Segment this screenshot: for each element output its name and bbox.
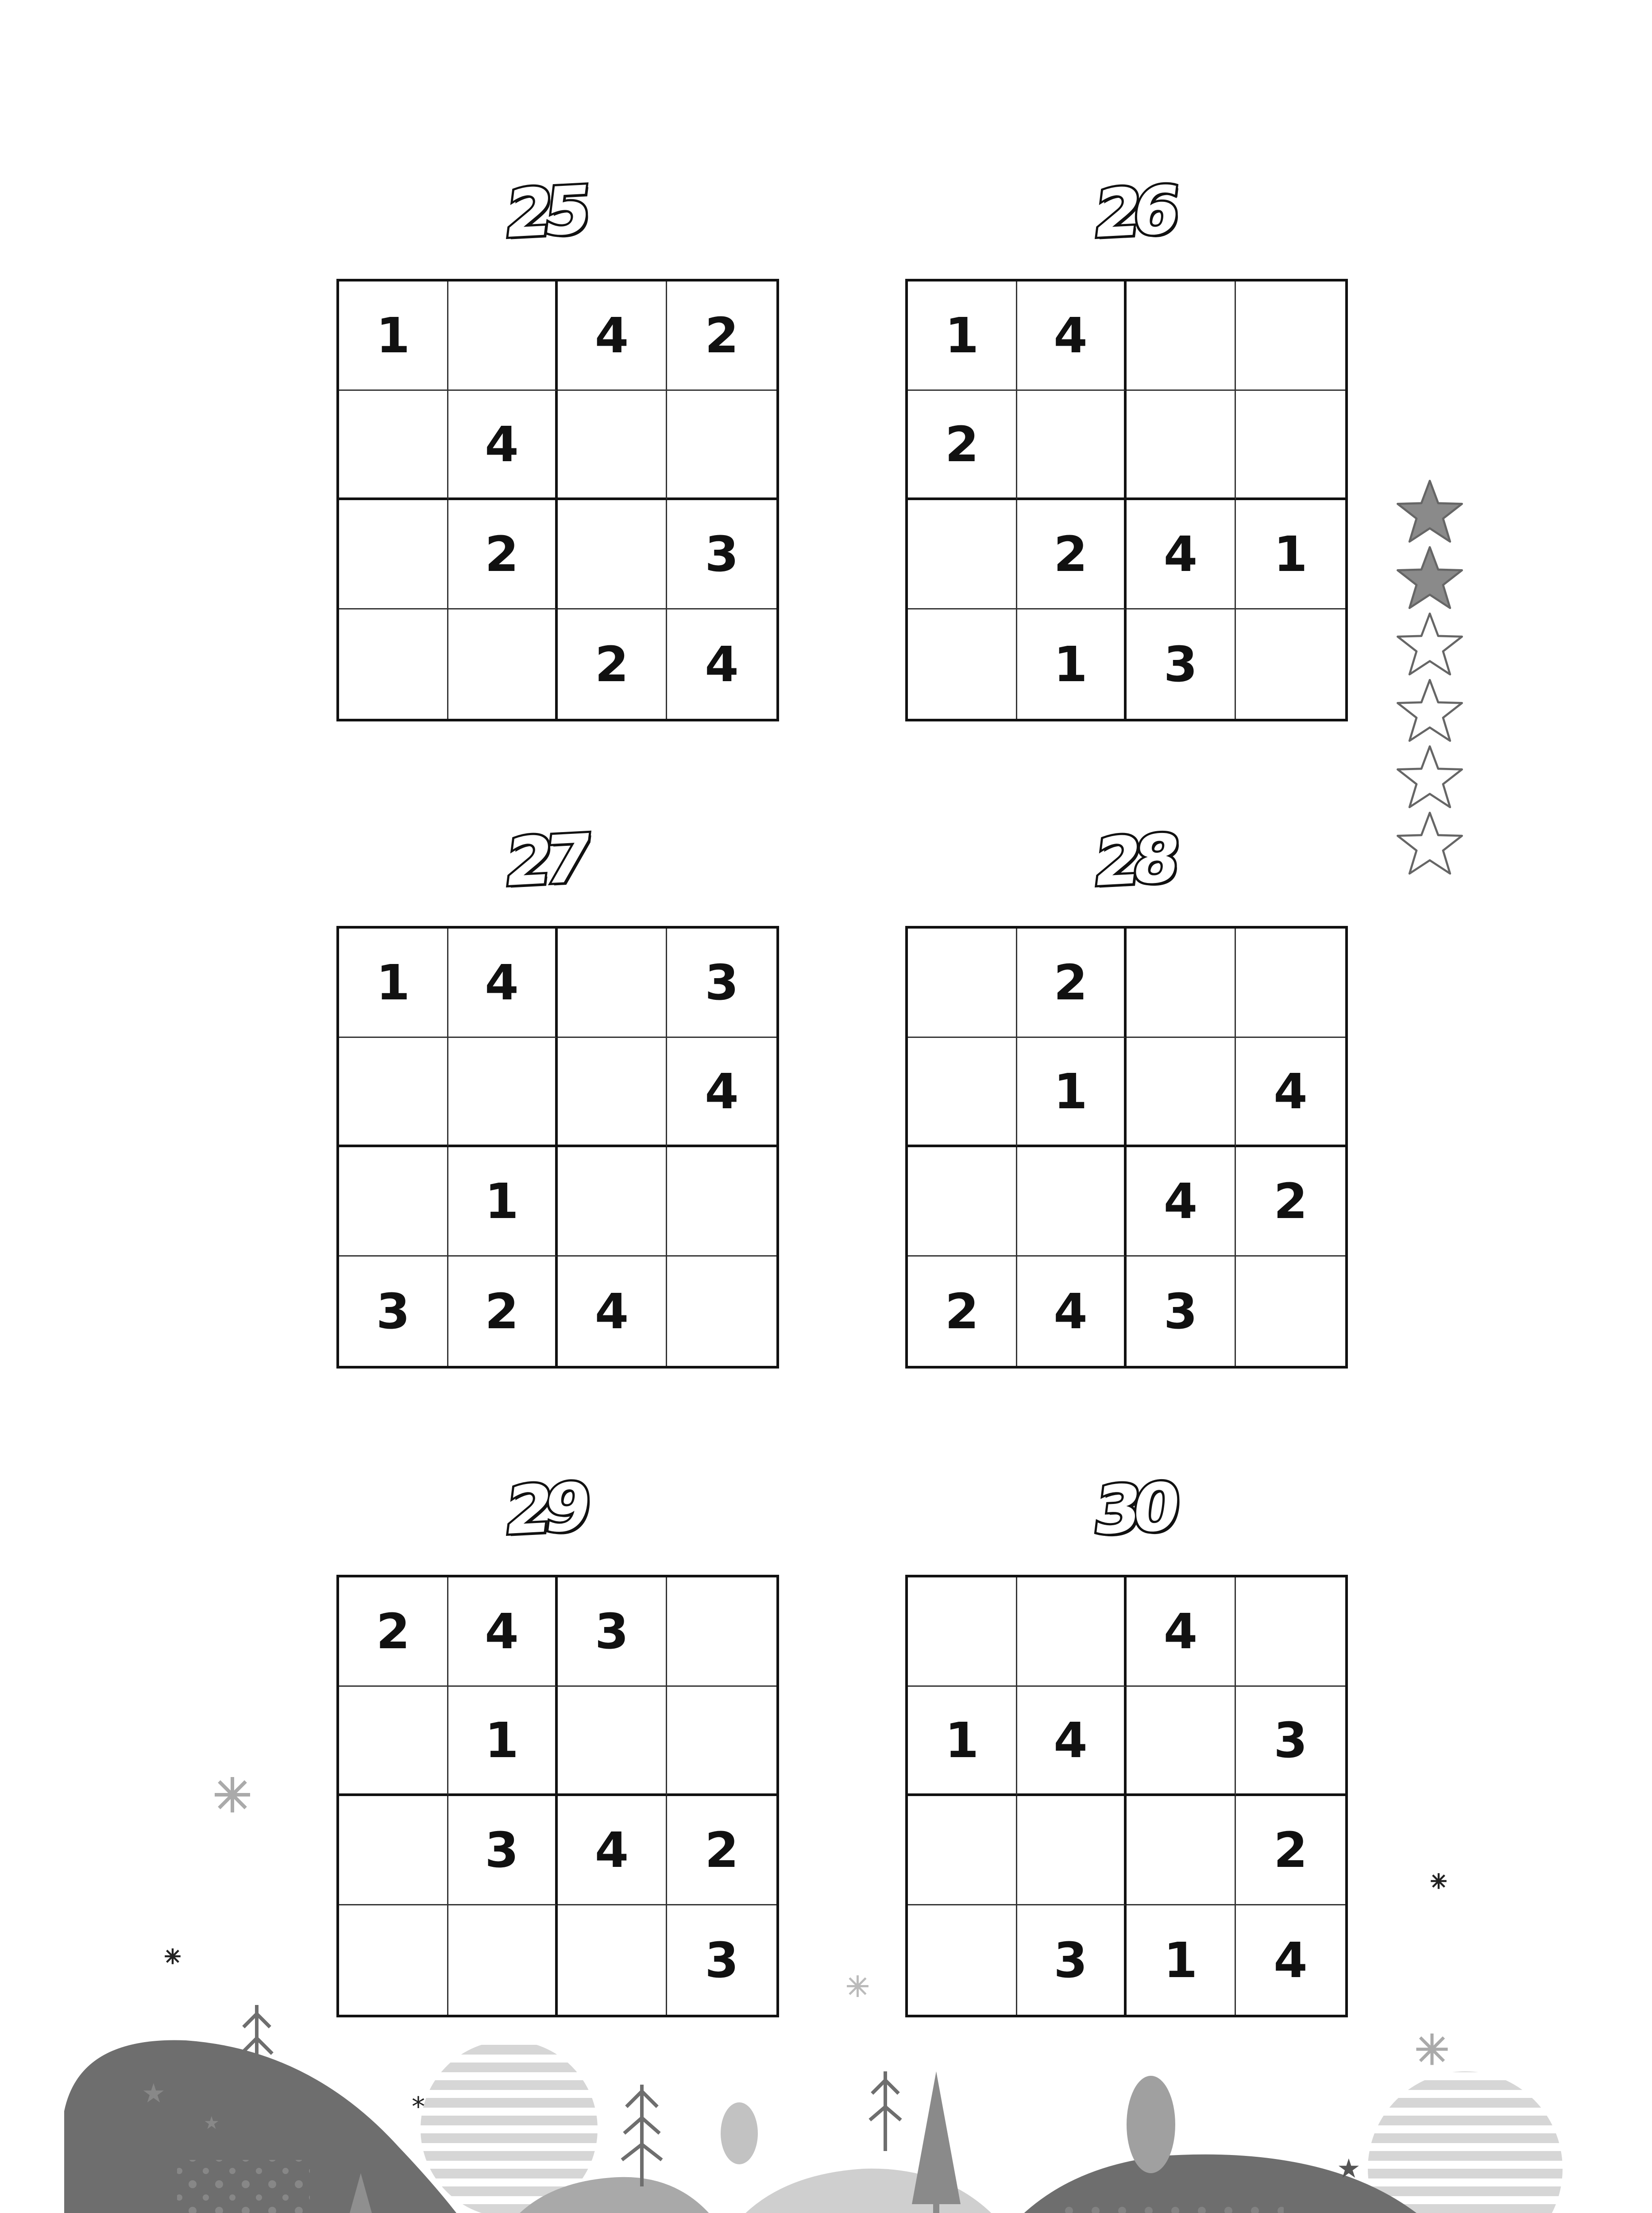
grid-cell[interactable]: 4 [1017,281,1127,391]
grid-cell[interactable]: 2 [908,391,1017,500]
grid-cell[interactable] [1236,1577,1345,1687]
grid-cell[interactable] [558,1147,667,1257]
puzzle-number: 27 [501,820,588,902]
grid-cell[interactable]: 2 [908,1257,1017,1366]
svg-text:*: * [412,2091,425,2122]
grid-cell[interactable] [558,1038,667,1147]
grid-cell[interactable] [667,1577,776,1687]
svg-text:★: ★ [1337,2153,1361,2184]
grid-cell[interactable] [908,1796,1017,1905]
star-empty-icon [1394,810,1465,876]
dot-pattern [177,2160,310,2213]
grid-cell[interactable] [667,391,776,500]
grid-cell[interactable]: 4 [1127,1577,1236,1687]
grid-cell[interactable]: 1 [908,1687,1017,1796]
difficulty-rating [1394,478,1474,876]
grid-cell[interactable]: 2 [1017,500,1127,609]
grid-cell[interactable]: 3 [448,1796,558,1905]
grid-cell[interactable] [1236,609,1345,719]
grid-cell[interactable]: 2 [448,1257,558,1366]
grid-cell[interactable]: 3 [705,1932,739,1989]
grid-cell[interactable]: 4 [1017,1257,1127,1366]
grid-cell[interactable]: 4 [448,1577,558,1687]
grid-cell[interactable] [1017,391,1127,500]
star-filled-icon [1394,478,1465,544]
grid-cell[interactable] [1127,391,1236,500]
sparkle [164,1947,181,1965]
grid-cell[interactable] [1236,1257,1345,1366]
grid-cell[interactable]: 4 [1274,1932,1308,1989]
grid-cell[interactable] [1017,1796,1127,1905]
grid-cell[interactable]: 3 [667,929,776,1038]
grid-cell[interactable]: 2 [448,500,558,609]
light-hill [699,2169,1045,2213]
grid-cell[interactable] [908,929,1017,1038]
grid-cell[interactable]: 1 [339,929,448,1038]
grid-cell[interactable] [908,1147,1017,1257]
star-empty-icon [1394,611,1465,677]
grid-cell[interactable] [448,281,558,391]
grid-cell[interactable] [1127,929,1236,1038]
grid-cell[interactable]: 3 [558,1577,667,1687]
grid-cell[interactable] [1127,1687,1236,1796]
grid-cell[interactable]: 3 [1236,1687,1345,1796]
dot-pattern [1062,2204,1284,2213]
sudoku-grid [336,926,779,1369]
puzzle-number: 30 [1090,1469,1177,1550]
grid-cell[interactable] [667,1257,776,1366]
grid-cell[interactable] [558,1687,667,1796]
sudoku-grid [905,926,1348,1369]
grid-cell[interactable]: 1 [448,1147,558,1257]
grid-cell[interactable] [339,609,448,719]
grid-cell[interactable]: 4 [558,1796,667,1905]
sudoku-grid [905,279,1348,721]
grid-cell[interactable] [1236,281,1345,391]
grid-cell[interactable] [339,1038,448,1147]
grid-cell[interactable]: 3 [1127,1257,1236,1366]
grid-cell[interactable]: 1 [448,1687,558,1796]
grid-cell[interactable]: 1 [908,281,1017,391]
grid-cell[interactable]: 3 [339,1257,448,1366]
sparkle [845,1974,870,1998]
grid-cell[interactable]: 4 [1127,1147,1236,1257]
grid-cell[interactable] [908,609,1017,719]
grid-cell[interactable]: 2 [667,281,776,391]
grid-cell[interactable]: 2 [558,609,667,719]
grid-cell[interactable]: 3 [1017,1905,1127,2015]
star-empty-icon [1394,744,1465,810]
grid-cell[interactable]: 4 [1017,1687,1127,1796]
sparkle [1430,1872,1447,1890]
puzzle-number: 28 [1090,820,1177,902]
landscape-illustration [0,1939,1652,2213]
star-filled-icon [1394,544,1465,611]
grid-cell[interactable]: 2 [339,1577,448,1687]
grid-cell[interactable] [1017,1147,1127,1257]
pine-tree [912,2071,961,2213]
grid-cell[interactable]: 3 [1127,609,1236,719]
grid-cell[interactable]: 2 [1236,1147,1345,1257]
grid-cell[interactable]: 4 [558,1257,667,1366]
grid-cell[interactable]: 1 [1236,500,1345,609]
grid-cell[interactable]: 4 [667,1038,776,1147]
grid-cell[interactable] [339,1687,448,1796]
sparkle [1414,2032,1450,2067]
striped-circle [1368,2071,1563,2213]
grid-cell[interactable] [1017,1577,1127,1687]
grid-cell[interactable] [1127,1038,1236,1147]
grid-cell[interactable] [339,1796,448,1905]
star-empty-icon [1394,677,1465,744]
grid-cell[interactable] [908,1577,1017,1687]
grid-cell[interactable] [339,500,448,609]
grid-cell[interactable]: 4 [1127,500,1236,609]
puzzle-number: 29 [501,1469,588,1550]
grid-cell[interactable] [558,391,667,500]
grid-cell[interactable]: 2 [667,1796,776,1905]
grid-cell[interactable]: 1 [339,281,448,391]
grid-cell[interactable] [1236,929,1345,1038]
puzzle-number: 25 [501,172,588,253]
grid-cell[interactable]: 4 [558,281,667,391]
svg-text:★: ★ [142,2078,166,2109]
svg-text:★: ★ [204,2113,220,2133]
grid-cell[interactable] [339,1147,448,1257]
grid-cell[interactable] [908,500,1017,609]
grid-cell[interactable]: 1 [1017,1038,1127,1147]
grid-cell[interactable]: 4 [1236,1038,1345,1147]
grid-cell[interactable] [558,500,667,609]
grid-cell[interactable]: 3 [667,500,776,609]
grid-cell[interactable]: 2 [1017,929,1127,1038]
grid-cell[interactable] [448,609,558,719]
grid-cell[interactable] [667,1147,776,1257]
grid-cell[interactable]: 1 [1017,609,1127,719]
puzzle-number: 26 [1090,172,1177,253]
grid-cell[interactable] [339,391,448,500]
grid-cell[interactable] [448,1038,558,1147]
grid-cell[interactable]: 2 [1236,1796,1345,1905]
grid-cell[interactable] [1127,1796,1236,1905]
sparkle [212,1775,252,1815]
grid-cell[interactable] [908,1038,1017,1147]
grid-cell[interactable] [667,1687,776,1796]
grid-cell[interactable]: 1 [1127,1905,1236,2015]
grid-cell[interactable] [558,929,667,1038]
grid-cell[interactable]: 4 [448,391,558,500]
sudoku-grid [336,279,779,721]
grid-cell[interactable] [1127,281,1236,391]
grid-cell[interactable]: 4 [705,636,739,693]
grid-cell[interactable]: 4 [448,929,558,1038]
grid-cell[interactable] [1236,391,1345,500]
